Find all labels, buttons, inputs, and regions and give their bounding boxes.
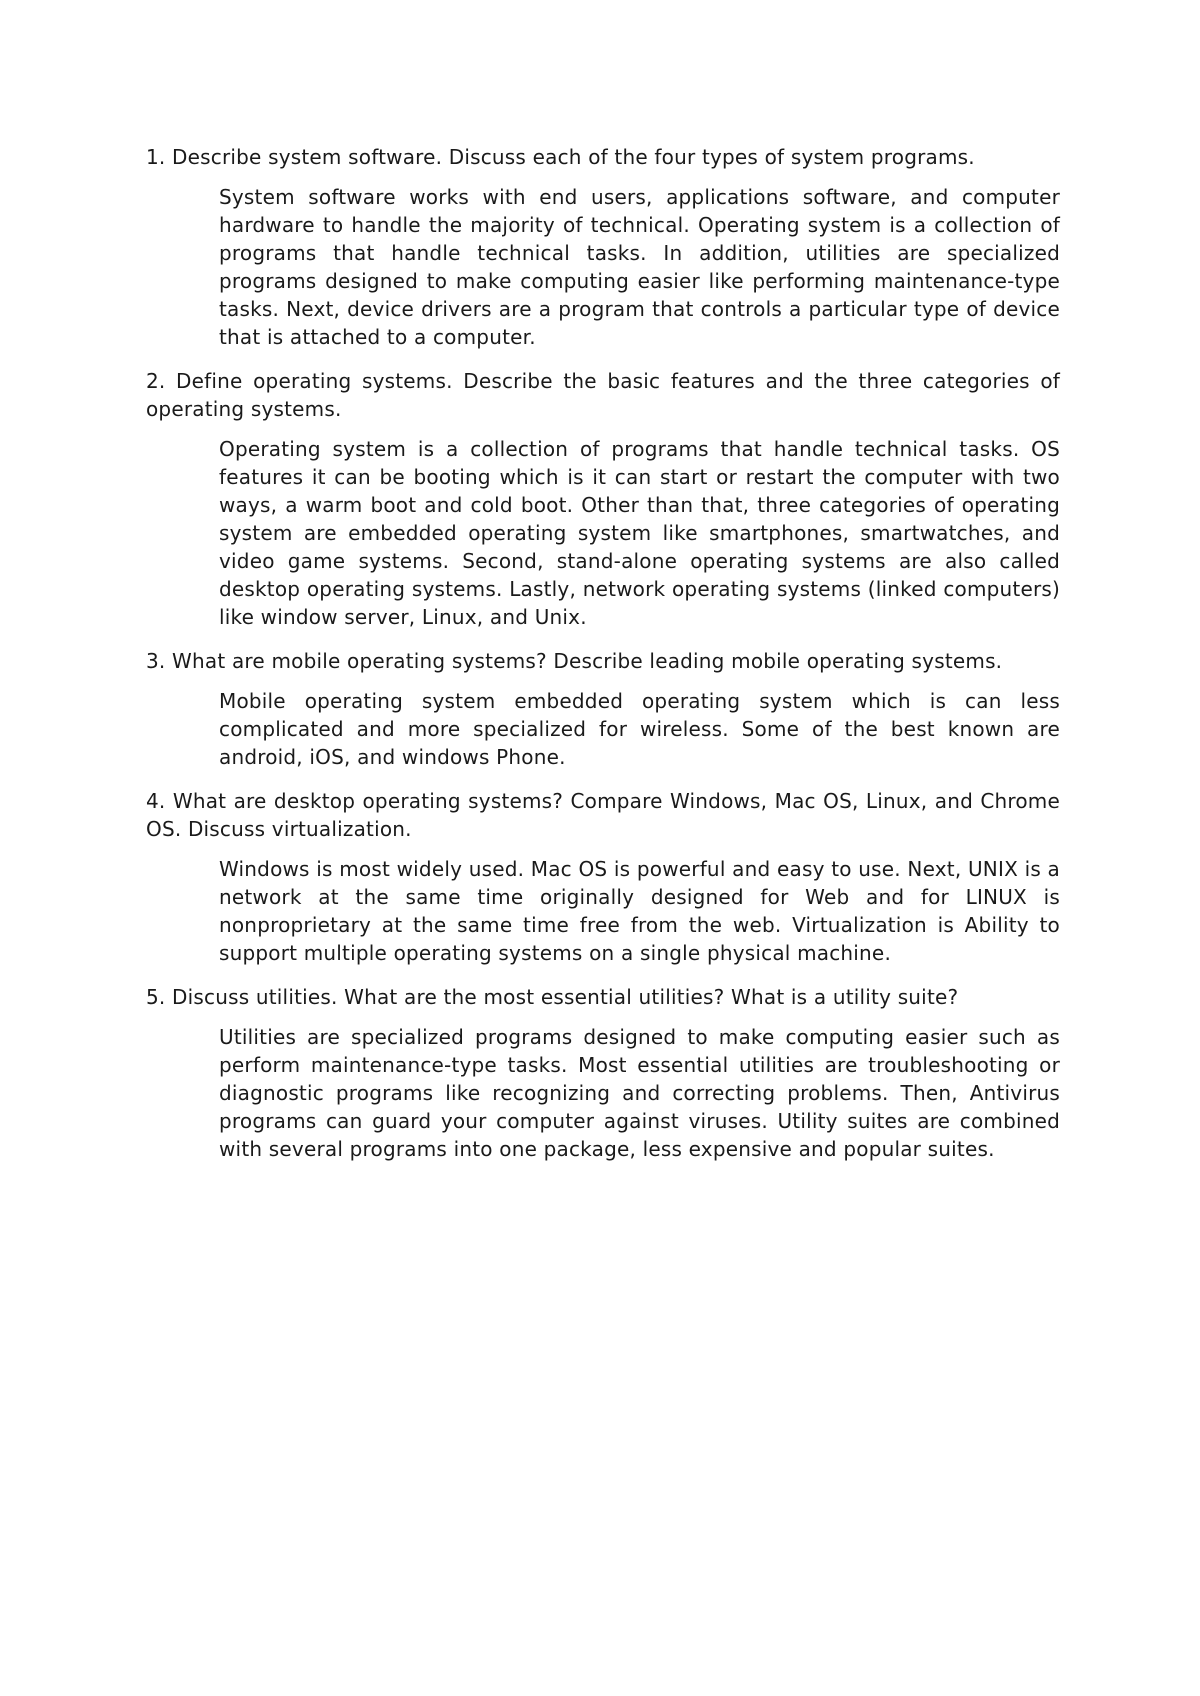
question-1: 1. Describe system software. Discuss each of the four types of system programs.: [146, 145, 975, 169]
question-2: 2. Define operating systems. Describe the basic features and the three categories of operating systems.: [146, 369, 1060, 421]
answer-1: System software works with end users, applications software, and computer hardware to handle the majority of technical. Operating system is a collection of programs that handle technical tasks. In addition, utilities are specialized programs designed to make computing easier like performing maintenance-type tasks. Next, device drivers are a program that controls a particular type of device that is attached to a computer.: [219, 185, 1060, 349]
question-3: 3. What are mobile operating systems? Describe leading mobile operating systems.: [146, 649, 1003, 673]
qa-item-5: [146, 983, 1060, 1163]
qa-item-1: [146, 143, 1060, 351]
answer-4: Windows is most widely used. Mac OS is powerful and easy to use. Next, UNIX is a network at the same time originally designed for Web and for LINUX is nonproprietary at the same time free from the web. Virtualization is Ability to support multiple operating systems on a single physical machine.: [219, 857, 1060, 965]
qa-item-4: [146, 787, 1060, 967]
document-content: [146, 143, 1060, 1179]
answer-5: Utilities are specialized programs designed to make computing easier such as perform maintenance-type tasks. Most essential utilities are troubleshooting or diagnostic programs like recognizing and correcting problems. Then, Antivirus programs can guard your computer against viruses. Utility suites are combined with several programs into one package, less expensive and popular suites.: [219, 1025, 1060, 1161]
answer-3: Mobile operating system embedded operating system which is can less complicated and more specialized for wireless. Some of the best known are android, iOS, and windows Phone.: [219, 689, 1060, 769]
answer-2: Operating system is a collection of programs that handle technical tasks. OS features it can be booting which is it can start or restart the computer with two ways, a warm boot and cold boot. Other than that, three categories of operating system are embedded operating system like smartphones, smartwatches, and video game systems. Second, stand-alone operating systems are also called desktop operating systems. Lastly, network operating systems (linked computers) like window server, Linux, and Unix.: [219, 437, 1060, 629]
qa-item-3: [146, 647, 1060, 771]
question-4: 4. What are desktop operating systems? Compare Windows, Mac OS, Linux, and Chrome OS. Discuss virtualization.: [146, 789, 1060, 841]
qa-item-2: [146, 367, 1060, 631]
question-5: 5. Discuss utilities. What are the most essential utilities? What is a utility suite?: [146, 985, 959, 1009]
